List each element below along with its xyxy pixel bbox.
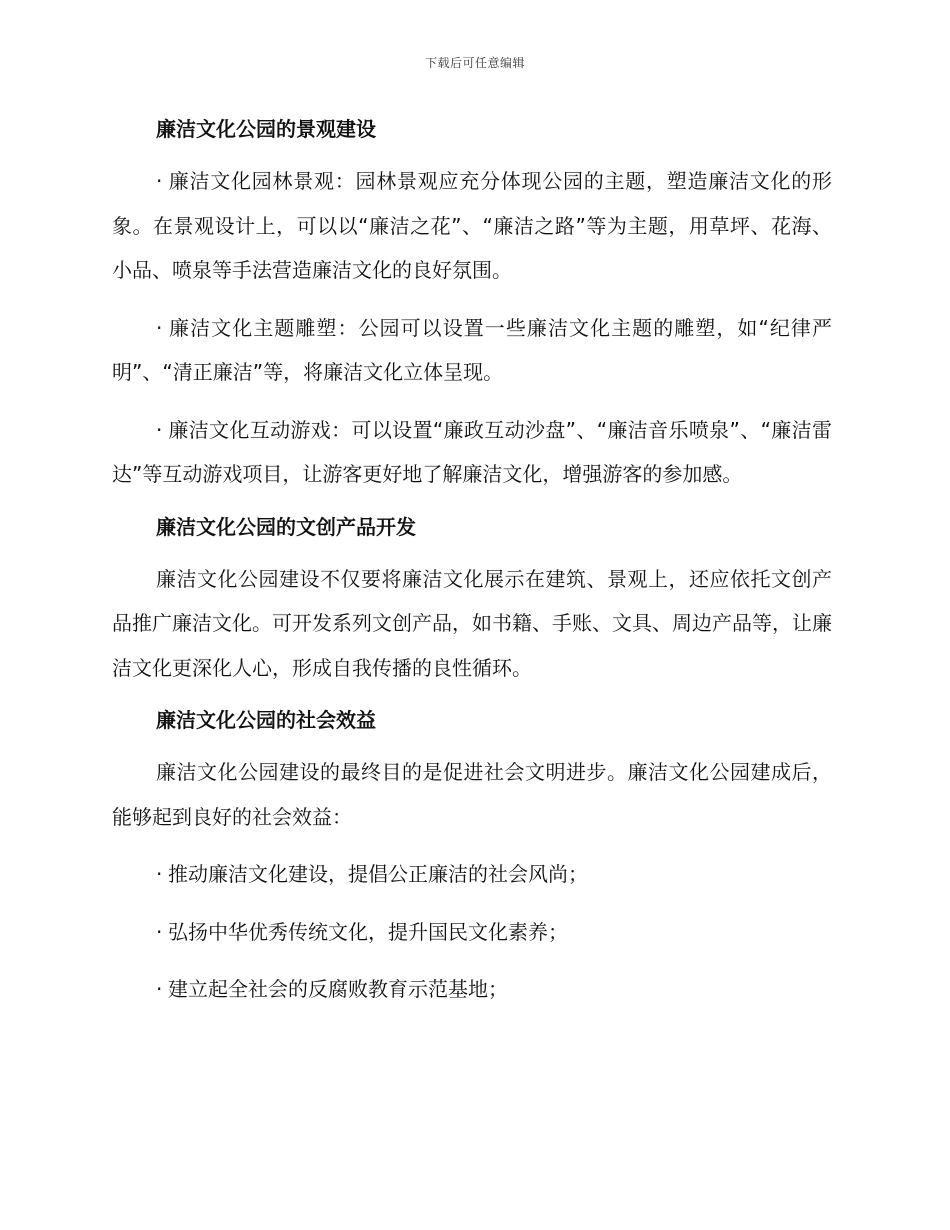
- paragraph: [112, 408, 832, 497]
- bullet-mark: ·: [156, 977, 163, 1001]
- bullet-mark: ·: [156, 919, 163, 944]
- section-heading: 廉洁文化公园的文创产品开发: [156, 514, 416, 539]
- paragraph-text: 建立起全社会的反腐败教育示范基地；: [168, 977, 508, 1001]
- paragraph-text: 廉洁文化公园建设的最终目的是促进社会文明进步。廉洁文化公园建成后，能够起到良好的社会效益：: [112, 760, 832, 829]
- paragraph-text: 廉洁文化主题雕塑：公园可以设置一些廉洁文化主题的雕塑，如“纪律严明”、“清正廉洁”等，将廉洁文化立体呈现。: [112, 315, 832, 384]
- bullet-mark: ·: [156, 169, 163, 193]
- paragraph-text: 推动廉洁文化建设，提倡公正廉洁的社会风尚；: [168, 862, 588, 886]
- paragraph: [112, 852, 832, 897]
- bullet-mark: ·: [156, 315, 163, 340]
- paragraph: [112, 967, 832, 1012]
- bullet-mark: ·: [156, 862, 163, 886]
- paragraph: [112, 750, 832, 839]
- section-heading: 廉洁文化公园的景观建设: [156, 117, 376, 141]
- paragraph-text: 弘扬中华优秀传统文化，提升国民文化素养；: [168, 919, 568, 944]
- header-note: 下载后可任意编辑: [424, 56, 525, 70]
- document-body: [112, 112, 832, 1025]
- paragraph: [112, 910, 832, 955]
- paragraph: [112, 306, 832, 395]
- section-heading: 廉洁文化公园的社会效益: [156, 708, 376, 732]
- paragraph-text: 廉洁文化公园建设不仅要将廉洁文化展示在建筑、景观上，还应依托文创产品推广廉洁文化。可开发系列文创产品，如书籍、手账、文具、周边产品等，让廉洁文化更深化人心，形成自我传播的良性循环。: [112, 566, 832, 680]
- paragraph-text: 廉洁文化互动游戏：可以设置“廉政互动沙盘”、“廉洁音乐喷泉”、“廉洁雷达”等互动游戏项目，让游客更好地了解廉洁文化，增强游客的参加感。: [112, 417, 832, 486]
- paragraph-text: 廉洁文化园林景观：园林景观应充分体现公园的主题，塑造廉洁文化的形象。在景观设计上，可以以“廉洁之花”、“廉洁之路”等为主题，用草坪、花海、小品、喷泉等手法营造廉洁文化的良好氛围。: [112, 169, 832, 282]
- bullet-mark: ·: [156, 417, 163, 442]
- paragraph: [112, 557, 832, 691]
- paragraph: [112, 159, 832, 293]
